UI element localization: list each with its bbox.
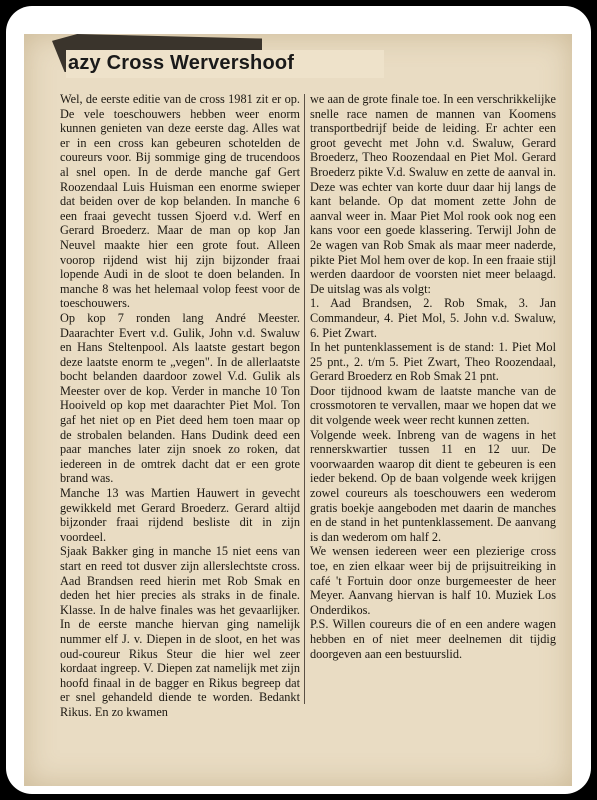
article-column-right xyxy=(310,92,556,661)
paragraph: Door tijdnood kwam de laatste manche van de crossmotoren te vervallen, maar we hopen dat we dit volgende week weer recht kunnen zetten. xyxy=(310,383,556,428)
article-column-left xyxy=(60,92,300,720)
paragraph: Manche 13 was Martien Hauwert in gevecht gewikkeld met Gerard Broederz. Gerard altijd bijzonder fraai rijdend besliste dit in zijn voordeel. xyxy=(60,486,300,544)
paragraph: Op kop 7 ronden lang André Meester. Daarachter Evert v.d. Gulik, John v.d. Swaluw en Hans Steltenpool. Als laatste gestart begon deze laatste enorm te „vegen". In de allerlaatste bocht belanden daardoor zowel V.d. Gulik als Meester over de kop. Verder in manche 10 Ton Hooiveld op kop met daarachter Piet Mol. Ton gaf het niet op en Piet deed hem toen maar op de strobalen belanden. Hans Dudink deed een paar manches later zijn snoek zo roken, dat iedereen in de omtrek dacht dat er een grote brand was. xyxy=(60,310,300,486)
paragraph: In het puntenklassement is de stand: 1. Piet Mol 25 pnt., 2. t/m 5. Piet Zwart, Theo Roozendaal, Gerard Broederz en Rob Smak 21 pnt. xyxy=(310,340,556,384)
paragraph: Volgende week. Inbreng van de wagens in het rennerskwartier tussen 11 en 12 uur. De voorwaarden waarop dit dient te gebeuren is een ieder bekend. Op de baan volgende week krijgen zowel coureurs als toeschouwers een wederom gratis boekje aangeboden met daarin de manches en de stand in het puntenklassement. De aanvang is dan wederom om half 2. xyxy=(310,427,556,544)
paragraph: Wel, de eerste editie van de cross 1981 zit er op. De vele toeschouwers hebben weer enorm kunnen genieten van deze eerste dag. Alles wat er in een cross kan gebeuren schotelden de coureurs voor. Bij sommige ging de trucendoos al snel open. In de derde manche gaf Gert Roozendaal Luis Huisman een enorme swieper dat beiden over de kop belanden. In manche 6 een fraai gevecht tussen Sjoerd v.d. Werf en Gerard Broederz. Maar de man op kop Jan Neuvel maakte hier een grote fout. Alleen voorop rijdend wist hij zijn bijzonder fraai lopende Audi in de sloot te doen belanden. In manche 8 was het helemaal volop feest voor de toeschouwers. xyxy=(60,92,300,311)
article-headline: azy Cross Wervershoof xyxy=(68,52,295,74)
paragraph: We wensen iedereen weer een plezierige cross toe, en zien elkaar weer bij de prijsuitreiking in café 't Fortuin door onze burgemeester de heer Meyer. Aanvang hiervan is half 10. Muziek Los Onderdikos. xyxy=(310,544,556,617)
results-list: 1. Aad Brandsen, 2. Rob Smak, 3. Jan Commandeur, 4. Piet Mol, 5. John v.d. Swaluw, 6. Piet Zwart. xyxy=(310,296,556,340)
paragraph: we aan de grote finale toe. In een verschrikkelijke snelle race namen de mannen van Koomens transportbedrijf beide de leiding. Er achter een groot gevecht met John v.d. Swaluw, Gerard Broederz, Theo Roozendaal en Piet Mol. Gerard Broederz pikte V.d. Swaluw en zette de aanval in. Deze was echter van korte duur daar hij langs de kant belande. Op dat moment zette John de aanval weer in. Maar Piet Mol rook ook nog een kans voor een goede klassering. Terwijl John de 2e wagen van Rob Smak als maar meer naderde, pikte Piet Mol hem over de kop. In een fraaie stijl werden daardoor de voorsten niet meer belaagd. De uitslag was als volgt: xyxy=(310,92,556,296)
column-divider xyxy=(304,94,305,704)
paragraph: Sjaak Bakker ging in manche 15 niet eens van start en reed tot dusver zijn allerslechtste cross. Aad Brandsen reed hierin met Rob Smak en deden het hier precies als straks in de finale. Klasse. In de halve finales was het gevaarlijker. In de eerste manche hiervan ging namelijk nummer elf J. v. Diepen in de sloot, en het was oud-coureur Rikus Steur die hier wel zeer kordaat ingreep. V. Diepen zat namelijk met zijn hoofd finaal in de bagger en Rikus begreep dat er snel gehandeld diende te worden. Bedankt Rikus. En zo kwamen xyxy=(60,544,300,719)
postscript: P.S. Willen coureurs die of en een andere wagen hebben en of niet meer deelnemen dit tijdig doorgeven aan een bestuurslid. xyxy=(310,617,556,661)
